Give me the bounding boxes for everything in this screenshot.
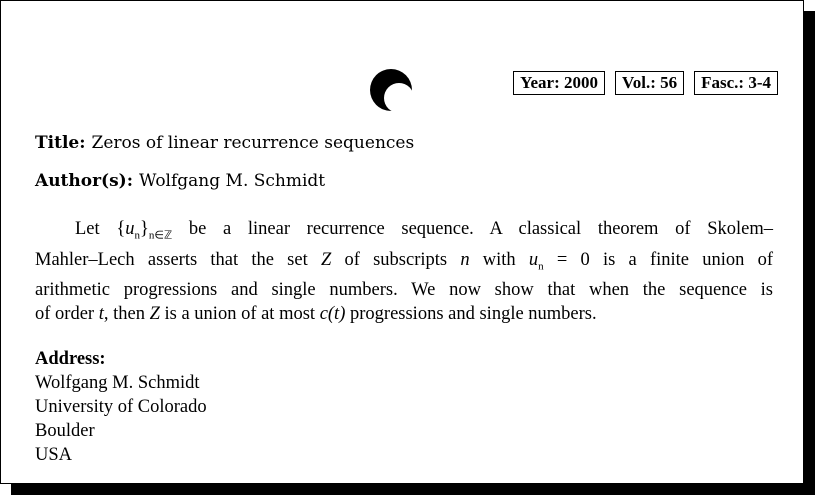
address-line: Boulder [35, 421, 95, 441]
address-label: Address: [35, 349, 106, 369]
author-value: Wolfgang M. Schmidt [139, 171, 326, 191]
address-line: Wolfgang M. Schmidt [35, 373, 200, 393]
crescent-moon-icon [368, 67, 414, 113]
author-label: Author(s): [35, 171, 133, 191]
title-label: Title: [35, 133, 86, 153]
year-badge: Year: 2000 [513, 71, 605, 95]
title-value: Zeros of linear recurrence sequences [91, 133, 415, 153]
abstract-line: Mahler–Lech asserts that the set Z of subscripts n with $u_n = 0$ is a finite union of [35, 249, 774, 273]
abstract-line: of order t, then Z is a union of at most c(t) progressions and single numbers. [35, 304, 597, 325]
abstract [35, 217, 773, 326]
title-line [35, 133, 414, 153]
publication-badges [513, 71, 778, 95]
address-line: University of Colorado [35, 397, 207, 417]
author-line [35, 171, 325, 191]
abstract-line: arithmetic progressions and single numbers. We now show that when the sequence is [35, 280, 773, 301]
address-block [35, 347, 207, 467]
abstract-line: Let $\{u_n\}_{n\in ℤ}$ be a linear recurrence sequence. A classical theorem of Skolem– [75, 219, 774, 242]
fascicle-badge: Fasc.: 3-4 [694, 71, 778, 95]
volume-badge: Vol.: 56 [615, 71, 684, 95]
address-line: USA [35, 445, 73, 465]
